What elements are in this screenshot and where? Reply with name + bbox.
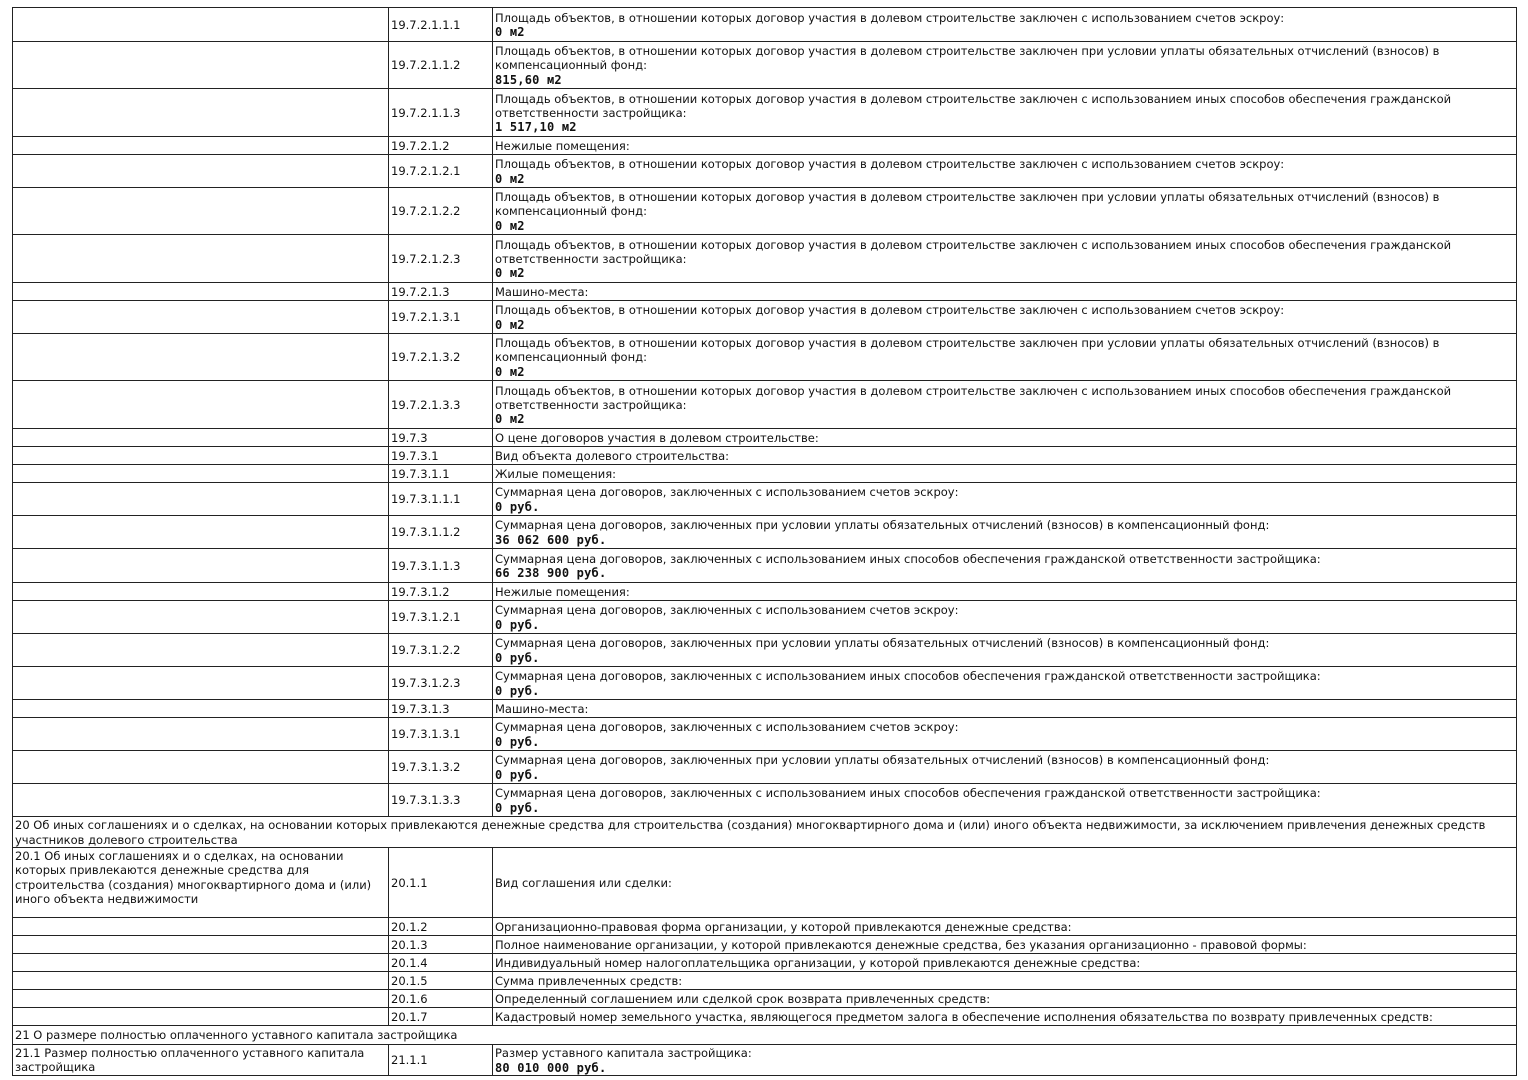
- table-row: [13, 1008, 1517, 1026]
- table-row: [13, 483, 1517, 516]
- item-value: 815,60 м2: [495, 72, 562, 87]
- table-row: [13, 447, 1517, 465]
- item-value: 0 м2: [495, 317, 525, 332]
- item-description: [493, 990, 1517, 1008]
- group-cell: [13, 954, 389, 972]
- table-row: [13, 301, 1517, 334]
- group-cell: [13, 718, 389, 751]
- section-title: 20 Об иных соглашениях и о сделках, на основании которых привлекаются денежные средства для строительства (создания) многоквартирного дома и (или) иного объекта недвижимости, за исключением привлечения денежных средств участников долевого строительства: [13, 817, 1517, 848]
- table-row: [13, 42, 1517, 89]
- item-description: [493, 42, 1517, 89]
- item-value: 0 руб.: [495, 767, 540, 782]
- item-code: 21.1.1: [389, 1045, 493, 1076]
- item-description: [493, 583, 1517, 601]
- item-description: [493, 188, 1517, 235]
- item-description: [493, 848, 1517, 918]
- item-description: [493, 918, 1517, 936]
- item-code: 20.1.6: [389, 990, 493, 1008]
- item-label: Площадь объектов, в отношении которых договор участия в долевом строительстве заключен с использованием счетов эскроу:: [495, 303, 1285, 318]
- table-row: [13, 601, 1517, 634]
- item-code: 20.1.5: [389, 972, 493, 990]
- group-cell: [13, 8, 389, 42]
- group-cell: [13, 235, 389, 283]
- item-description: [493, 235, 1517, 283]
- group-cell: [13, 483, 389, 516]
- item-description: [493, 667, 1517, 700]
- group-cell: [13, 429, 389, 447]
- item-code: 19.7.2.1.3: [389, 283, 493, 301]
- group-cell: [13, 89, 389, 137]
- item-label: Суммарная цена договоров, заключенных с использованием счетов эскроу:: [495, 603, 959, 618]
- item-value: 0 руб.: [495, 683, 540, 698]
- item-label: Нежилые помещения:: [495, 584, 630, 599]
- item-description: [493, 549, 1517, 583]
- item-label: Полное наименование организации, у которой привлекаются денежные средства, без указания организационно - правовой формы:: [495, 937, 1307, 952]
- table-row: [13, 848, 1517, 918]
- item-value: 0 м2: [495, 266, 525, 281]
- item-code: 20.1.1: [389, 848, 493, 918]
- table-row: [13, 8, 1517, 42]
- item-description: [493, 1008, 1517, 1026]
- group-cell: [13, 918, 389, 936]
- item-label: Организационно-правовая форма организации, у которой привлекаются денежные средства:: [495, 919, 1072, 934]
- group-cell: [13, 465, 389, 483]
- item-value: 36 062 600 руб.: [495, 532, 607, 547]
- item-label: Индивидуальный номер налогоплательщика организации, у которой привлекаются денежные средства:: [495, 955, 1141, 970]
- group-cell: [13, 936, 389, 954]
- item-code: 20.1.3: [389, 936, 493, 954]
- item-value: 0 м2: [495, 171, 525, 186]
- item-code: 19.7.2.1.3.3: [389, 381, 493, 429]
- table-row: [13, 972, 1517, 990]
- item-description: [493, 972, 1517, 990]
- item-label: Машино-места:: [495, 701, 589, 716]
- item-description: [493, 465, 1517, 483]
- item-label: Вид соглашения или сделки:: [495, 875, 672, 890]
- table-row: [13, 188, 1517, 235]
- table-row: [13, 465, 1517, 483]
- item-code: 20.1.2: [389, 918, 493, 936]
- item-description: [493, 155, 1517, 188]
- item-label: Площадь объектов, в отношении которых договор участия в долевом строительстве заключен при условии уплаты обязательных отчислений (взносов) в компенсационный фонд:: [495, 44, 1440, 73]
- item-value: 0 м2: [495, 25, 525, 39]
- item-code: 20.1.7: [389, 1008, 493, 1026]
- item-description: [493, 1045, 1517, 1076]
- item-label: Нежилые помещения:: [495, 138, 630, 153]
- item-code: 19.7.3.1.1.1: [389, 483, 493, 516]
- item-value: 0 м2: [495, 218, 525, 233]
- group-cell: [13, 447, 389, 465]
- section-row: [13, 817, 1517, 848]
- item-description: [493, 954, 1517, 972]
- group-cell: [13, 283, 389, 301]
- group-cell: [13, 155, 389, 188]
- group-cell: [13, 42, 389, 89]
- item-code: 19.7.3.1.3.2: [389, 751, 493, 784]
- item-code: 19.7.3.1.2: [389, 583, 493, 601]
- item-code: 20.1.4: [389, 954, 493, 972]
- item-label: Машино-места:: [495, 284, 589, 299]
- item-label: О цене договоров участия в долевом строительстве:: [495, 430, 819, 445]
- group-cell: [13, 301, 389, 334]
- item-code: 19.7.3.1.1.2: [389, 516, 493, 549]
- group-cell: [13, 667, 389, 700]
- item-code: 19.7.2.1.1.1: [389, 8, 493, 42]
- item-description: [493, 301, 1517, 334]
- item-code: 19.7.3.1.2.2: [389, 634, 493, 667]
- item-code: 19.7.3.1.2.3: [389, 667, 493, 700]
- group-cell: [13, 634, 389, 667]
- item-code: 19.7.3.1.1.3: [389, 549, 493, 583]
- item-label: Суммарная цена договоров, заключенных при условии уплаты обязательных отчислений (взносов) в компенсационный фонд:: [495, 753, 1270, 768]
- item-label: Площадь объектов, в отношении которых договор участия в долевом строительстве заключен при условии уплаты обязательных отчислений (взносов) в компенсационный фонд:: [495, 190, 1440, 219]
- item-label: Суммарная цена договоров, заключенных с использованием иных способов обеспечения гражданской ответственности застройщика:: [495, 669, 1321, 684]
- item-code: 19.7.3.1.1: [389, 465, 493, 483]
- table-row: [13, 283, 1517, 301]
- item-code: 19.7.2.1.2.1: [389, 155, 493, 188]
- item-code: 19.7.2.1.1.2: [389, 42, 493, 89]
- item-label: Площадь объектов, в отношении которых договор участия в долевом строительстве заключен при условии уплаты обязательных отчислений (взносов) в компенсационный фонд:: [495, 336, 1440, 365]
- item-value: 1 517,10 м2: [495, 120, 577, 135]
- group-cell: [13, 990, 389, 1008]
- item-description: [493, 751, 1517, 784]
- item-code: 19.7.2.1.3.2: [389, 334, 493, 381]
- item-code: 19.7.3.1.3.1: [389, 718, 493, 751]
- table-row: [13, 918, 1517, 936]
- item-label: Площадь объектов, в отношении которых договор участия в долевом строительстве заключен с использованием иных способов обеспечения гражданской ответственности застройщика:: [495, 237, 1452, 266]
- item-value: 0 м2: [495, 412, 525, 427]
- item-description: [493, 447, 1517, 465]
- item-value: 0 руб.: [495, 617, 540, 632]
- group-cell: [13, 137, 389, 155]
- item-label: Кадастровый номер земельного участка, являющегося предметом залога в обеспечение исполнения обязательства по возврату привлеченных средств:: [495, 1009, 1433, 1024]
- item-label: Площадь объектов, в отношении которых договор участия в долевом строительстве заключен с использованием иных способов обеспечения гражданской ответственности застройщика:: [495, 91, 1452, 120]
- item-description: [493, 89, 1517, 137]
- disclosure-table: [12, 7, 1517, 1076]
- group-cell: [13, 700, 389, 718]
- group-cell: 21.1 Размер полностью оплаченного уставного капитала застройщика: [13, 1045, 389, 1076]
- group-cell: 20.1 Об иных соглашениях и о сделках, на основании которых привлекаются денежные средства для строительства (создания) многоквартирного дома и (или) иного объекта недвижимости: [13, 848, 389, 918]
- item-code: 19.7.2.1.1.3: [389, 89, 493, 137]
- group-cell: [13, 334, 389, 381]
- item-value: 66 238 900 руб.: [495, 566, 607, 580]
- item-label: Площадь объектов, в отношении которых договор участия в долевом строительстве заключен с использованием счетов эскроу:: [495, 157, 1285, 172]
- item-description: [493, 381, 1517, 429]
- item-label: Суммарная цена договоров, заключенных с использованием счетов эскроу:: [495, 485, 959, 500]
- item-code: 19.7.3: [389, 429, 493, 447]
- item-code: 19.7.2.1.3.1: [389, 301, 493, 334]
- item-value: 0 м2: [495, 364, 525, 379]
- item-label: Суммарная цена договоров, заключенных с использованием иных способов обеспечения гражданской ответственности застройщика:: [495, 551, 1321, 566]
- table-row: [13, 784, 1517, 817]
- item-label: Площадь объектов, в отношении которых договор участия в долевом строительстве заключен с использованием иных способов обеспечения гражданской ответственности застройщика:: [495, 383, 1452, 412]
- table-row: [13, 954, 1517, 972]
- table-row: [13, 583, 1517, 601]
- item-value: 0 руб.: [495, 734, 540, 749]
- item-description: [493, 8, 1517, 42]
- item-description: [493, 936, 1517, 954]
- item-description: [493, 516, 1517, 549]
- item-description: [493, 283, 1517, 301]
- item-description: [493, 601, 1517, 634]
- group-cell: [13, 972, 389, 990]
- table-row: [13, 429, 1517, 447]
- group-cell: [13, 601, 389, 634]
- table-row: [13, 235, 1517, 283]
- table-row: [13, 700, 1517, 718]
- item-description: [493, 700, 1517, 718]
- section-title: 21 О размере полностью оплаченного уставного капитала застройщика: [13, 1026, 1517, 1045]
- item-value: 0 руб.: [495, 650, 540, 665]
- item-label: Суммарная цена договоров, заключенных при условии уплаты обязательных отчислений (взносов) в компенсационный фонд:: [495, 518, 1270, 533]
- item-description: [493, 429, 1517, 447]
- item-value: 0 руб.: [495, 499, 540, 514]
- table-row: [13, 718, 1517, 751]
- item-description: [493, 784, 1517, 817]
- table-row: [13, 990, 1517, 1008]
- group-cell: [13, 381, 389, 429]
- item-description: [493, 334, 1517, 381]
- item-code: 19.7.2.1.2.3: [389, 235, 493, 283]
- table-row: [13, 549, 1517, 583]
- table-row: [13, 1045, 1517, 1076]
- item-label: Суммарная цена договоров, заключенных с использованием иных способов обеспечения гражданской ответственности застройщика:: [495, 786, 1321, 801]
- section-row: [13, 1026, 1517, 1045]
- table-row: [13, 137, 1517, 155]
- group-cell: [13, 549, 389, 583]
- table-row: [13, 381, 1517, 429]
- item-label: Сумма привлеченных средств:: [495, 973, 683, 988]
- item-label: Вид объекта долевого строительства:: [495, 448, 730, 463]
- table-row: [13, 634, 1517, 667]
- group-cell: [13, 188, 389, 235]
- item-label: Суммарная цена договоров, заключенных с использованием счетов эскроу:: [495, 720, 959, 735]
- item-description: [493, 137, 1517, 155]
- item-description: [493, 483, 1517, 516]
- item-code: 19.7.3.1.3: [389, 700, 493, 718]
- item-label: Определенный соглашением или сделкой срок возврата привлеченных средств:: [495, 991, 991, 1006]
- item-label: Площадь объектов, в отношении которых договор участия в долевом строительстве заключен с использованием счетов эскроу:: [495, 10, 1285, 25]
- group-cell: [13, 751, 389, 784]
- item-code: 19.7.2.1.2.2: [389, 188, 493, 235]
- group-cell: [13, 583, 389, 601]
- item-code: 19.7.3.1.2.1: [389, 601, 493, 634]
- table-row: [13, 751, 1517, 784]
- table-row: [13, 516, 1517, 549]
- item-code: 19.7.3.1: [389, 447, 493, 465]
- item-value: 0 руб.: [495, 800, 540, 815]
- item-label: Жилые помещения:: [495, 466, 617, 481]
- item-description: [493, 634, 1517, 667]
- table-row: [13, 89, 1517, 137]
- table-row: [13, 667, 1517, 700]
- item-label: Суммарная цена договоров, заключенных при условии уплаты обязательных отчислений (взносов) в компенсационный фонд:: [495, 636, 1270, 651]
- item-description: [493, 718, 1517, 751]
- table-row: [13, 334, 1517, 381]
- group-cell: [13, 1008, 389, 1026]
- item-value: 80 010 000 руб.: [495, 1060, 607, 1075]
- table-row: [13, 155, 1517, 188]
- item-code: 19.7.2.1.2: [389, 137, 493, 155]
- item-code: 19.7.3.1.3.3: [389, 784, 493, 817]
- item-label: Размер уставного капитала застройщика:: [495, 1046, 752, 1061]
- group-cell: [13, 784, 389, 817]
- table-row: [13, 936, 1517, 954]
- group-cell: [13, 516, 389, 549]
